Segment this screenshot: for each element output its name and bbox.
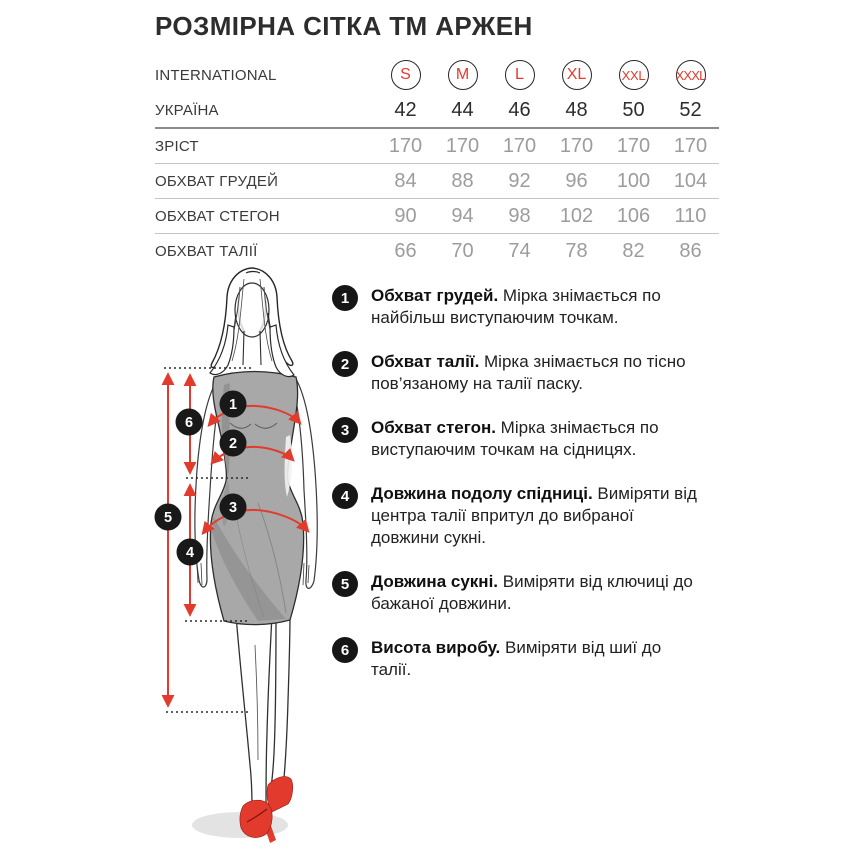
instruction-term: Обхват грудей. [371, 286, 499, 305]
figure-badge-3 [220, 494, 247, 521]
ua-size: 50 [622, 98, 645, 121]
measure-value: 104 [673, 169, 708, 192]
svg-text:6: 6 [184, 415, 194, 431]
measure-value: 74 [508, 239, 531, 262]
ua-size: 48 [565, 98, 588, 121]
instruction-term: Обхват стегон. [371, 418, 496, 437]
instruction-text [371, 571, 703, 615]
figure-badge-2 [220, 430, 247, 457]
instruction-item-3 [332, 417, 704, 461]
table-row-ukraine [155, 93, 719, 129]
instruction-text [371, 637, 703, 681]
ukraine-label: УКРАЇНА [155, 101, 219, 119]
measure-value: 96 [565, 169, 588, 192]
ua-size: 44 [451, 98, 474, 121]
measure-value: 110 [674, 204, 707, 227]
size-circle-xxxl: XXXL [676, 60, 706, 90]
list-badge-3: 3 [332, 417, 358, 443]
measure-value: 88 [451, 169, 474, 192]
size-circle-xl: XL [562, 60, 592, 90]
row-label: ОБХВАТ ГРУДЕЙ [155, 172, 279, 190]
instruction-term: Довжина сукні. [371, 572, 499, 591]
figure-illustration [140, 265, 340, 850]
instruction-body: Виміряти від шиї до талії. [371, 638, 662, 679]
measure-value: 170 [559, 134, 594, 157]
figure-badge-1 [220, 391, 247, 418]
measure-value: 170 [445, 134, 480, 157]
measure-value: 170 [502, 134, 537, 157]
body-measurement-figure [140, 265, 340, 850]
list-badge-6: 6 [332, 637, 358, 663]
instruction-body: Мірка знімається по тісно пов’язаному на талії паску. [371, 352, 686, 393]
measure-value: 82 [622, 239, 645, 262]
instruction-term: Висота виробу. [371, 638, 501, 657]
table-row-waist [155, 234, 719, 268]
measure-value: 78 [565, 239, 588, 262]
measure-value: 106 [616, 204, 651, 227]
measurement-instructions [332, 285, 704, 703]
instruction-term: Довжина подолу спідниці. [371, 484, 593, 503]
figure-badge-6 [176, 409, 203, 436]
list-badge-2: 2 [332, 351, 358, 377]
svg-text:2: 2 [228, 436, 238, 452]
list-badge-5: 5 [332, 571, 358, 597]
instruction-body: Мірка знімається по найбільш виступаючим точкам. [371, 286, 661, 327]
instruction-body: Виміряти від ключиці до бажаної довжини. [371, 572, 693, 613]
ua-size: 42 [394, 98, 417, 121]
instruction-body: Виміряти від центра талії впритул до вибраної довжини сукні. [371, 484, 697, 547]
row-label: ЗРІСТ [155, 137, 199, 155]
size-table [155, 57, 719, 268]
measure-value: 170 [616, 134, 651, 157]
instruction-item-6 [332, 637, 704, 681]
measure-value: 84 [394, 169, 417, 192]
measure-value: 70 [451, 239, 474, 262]
measure-value: 98 [508, 204, 531, 227]
row-label: ОБХВАТ ТАЛІЇ [155, 242, 258, 260]
measure-value: 170 [388, 134, 423, 157]
instruction-body: Мірка знімається по виступаючим точкам на сідницях. [371, 418, 659, 459]
measure-value: 86 [679, 239, 702, 262]
size-circle-s: S [391, 60, 421, 90]
table-row-chest [155, 164, 719, 199]
measure-value: 90 [394, 204, 417, 227]
instruction-item-5 [332, 571, 704, 615]
size-circle-m: M [448, 60, 478, 90]
instruction-term: Обхват талії. [371, 352, 480, 371]
measure-value: 102 [559, 204, 594, 227]
measure-value: 100 [616, 169, 651, 192]
page-title: РОЗМІРНА СІТКА ТМ АРЖЕН [155, 11, 533, 41]
instruction-item-1 [332, 285, 704, 329]
svg-text:1: 1 [228, 397, 238, 413]
figure-badge-4 [177, 539, 204, 566]
instruction-text [371, 483, 703, 549]
list-badge-1: 1 [332, 285, 358, 311]
table-row-hips [155, 199, 719, 234]
svg-text:3: 3 [228, 500, 238, 516]
measure-value: 66 [394, 239, 417, 262]
head-shape [235, 283, 269, 365]
size-circle-xxl: XXL [619, 60, 649, 90]
measure-value: 94 [451, 204, 474, 227]
instruction-item-4 [332, 483, 704, 549]
instruction-item-2 [332, 351, 704, 395]
size-circle-l: L [505, 60, 535, 90]
figure-badge-5 [155, 504, 182, 531]
instruction-text [371, 351, 703, 395]
row-label: ОБХВАТ СТЕГОН [155, 207, 280, 225]
international-label: INTERNATIONAL [155, 66, 277, 84]
svg-text:5: 5 [163, 510, 173, 526]
measure-value: 170 [673, 134, 708, 157]
measure-value: 92 [508, 169, 531, 192]
instruction-text [371, 417, 703, 461]
list-badge-4: 4 [332, 483, 358, 509]
table-row-height [155, 129, 719, 164]
instruction-text [371, 285, 703, 329]
table-row-international [155, 57, 719, 93]
svg-text:4: 4 [185, 545, 195, 561]
ua-size: 52 [679, 98, 702, 121]
ua-size: 46 [508, 98, 531, 121]
